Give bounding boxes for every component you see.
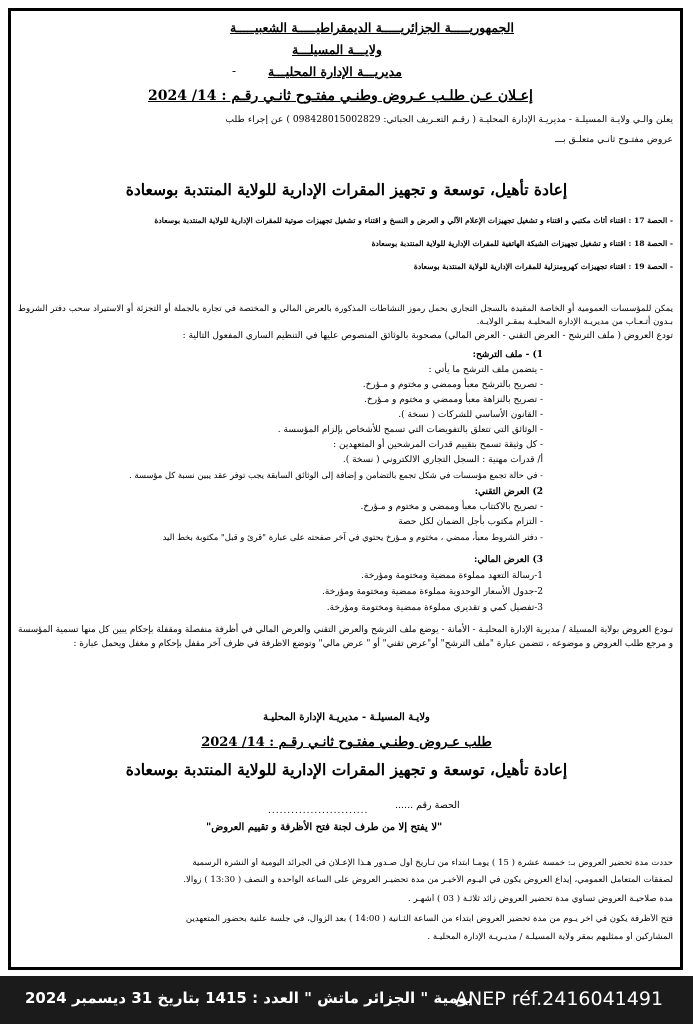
file-item: - تصريح بالاكتتاب معبأ وممضي و مختوم و مـؤرخ. [360, 502, 543, 512]
submission-intro: تودع العروض ( ملف الترشح - العرض التقني - العرض المالي) مصحوبة بالوثائق المنصوص عليها في التنظيم الساري المفعول التالية : [182, 331, 673, 341]
file-item: 3-تفصيل كمي و تقديري مملوءة ممضية ومختومة ومؤرخة. [326, 603, 543, 613]
envelope-lot-dots: .......................... [268, 806, 369, 816]
closing-line: المشاركين أو ممثليهم بمقر ولاية المسيلـة / مديـريـة الإدارة المحليـة . [427, 932, 673, 942]
file-item: - التزام مكتوب بأجل الضمان لكل حصة [398, 517, 543, 527]
publication-footer [0, 976, 693, 1024]
file-item: 1) - ملف الترشح: [472, 350, 543, 360]
lot-17: - الحصة 17 : اقتناء أثاث مكتبي و اقتناء و تشغيل تجهيزات الإعلام الآلي و العرض و النسخ و اقتناء و تشغيل تجهيزات صوتية للمقرات الإدارية للولاية المنتدبة بوسعادة [154, 216, 673, 225]
closing-line: مدة صلاحيـة العروض تساوي مدة تحضير العروض زائد ثلاثـة ( 03 ) أشهـر . [407, 894, 673, 904]
intro-line-1: يعلن والـي ولايـة المسيلـة - مديريـة الإدارة المحليـة ( رقـم التعـريف الجبائي: 098428015002829 ) عن إجراء طلب [225, 114, 673, 125]
file-item: - يتضمن ملف الترشح ما يأتي : [428, 365, 543, 375]
intro-line-2: عروض مفتـوح ثانـي متعلـق بـــ [555, 134, 673, 145]
file-item: أ/ قدرات مهنية : السجل التجاري الالكتروني ( نسخة ). [342, 455, 543, 465]
republic-heading: الجمهوريـــــة الجزائريـــــة الديمقراطيـــــة الشعبيـــــة [230, 20, 514, 35]
envelope-line-2: طلب عـروض وطنـي مفتـوح ثانـي رقـم : 14/ 2024 [201, 735, 492, 750]
closing-line: حددت مدة تحضير العروض بـ: خمسة عشرة ( 15 ) يومـا ابتداء من تـاريخ أول صـدور هـذا الإعـلان في الجرائد اليومية أو النشرة الرسمية [192, 858, 673, 868]
file-item: - كل وثيقة تسمح بتقييم قدرات المرشحين أو المتعهدين : [333, 440, 543, 450]
envelope-title: إعادة تأهيل، توسعة و تجهيز المقرات الإدارية للولاية المنتدبة بوسعادة [125, 760, 568, 779]
eligibility-paragraph: يمكن للمؤسسات العمومية أو الخاصة المقيدة بالسجل التجاري بحمل رموز النشاطات المذكورة بالعرض المالي و المختصة في تجارة بالجملة أو التجزئة أو الاستيراد سحب دفتر الشروط بـدون أتـعـاب من مديريـة الإدارة المحليـة بمقـر الولايـة. [18, 304, 673, 327]
envelope-line-1: ولايـة المسيلـة - مديريـة الإدارة المحليـة [263, 712, 430, 723]
publication-info: يومية " الجزائر ماتش " العدد : 1415 بتاريخ 31 ديسمبر 2024 [25, 989, 473, 1007]
closing-line: فتح الأظرفة يكون في آخر يـوم من مدة تحضير العروض ابتداء من الساعة الثـانية ( 14:00 ) بعد الزوال، في جلسة علنية بحضور المتعهدين [185, 914, 673, 924]
envelope-warning: "لا يفتح إلا من طرف لجنة فتح الأظرفة و تقييم العروض" [206, 822, 443, 833]
file-item: 3) العرض المالي: [474, 555, 543, 565]
header-dash: - [232, 64, 237, 78]
file-item: - الوثائق التي تتعلق بالتفويضات التي تسمح للأشخاص بإلزام المؤسسة . [277, 425, 543, 435]
anep-reference: ANEP réf.2416041491 [455, 988, 664, 1010]
file-item: 2) العرض التقني: [474, 487, 543, 497]
directorate-heading: مديريـــة الإدارة المحليـــة [268, 64, 402, 79]
file-item: - تصريح بالترشح معبأ وممضي و مختوم و مـؤرخ. [362, 380, 543, 390]
lot-19: - الحصة 19 : اقتناء تجهيزات كهرومنزلية للمقرات الإدارية للولاية المنتدبة بوسعادة [413, 262, 673, 271]
project-title: إعادة تأهيل، توسعة و تجهيز المقرات الإدارية للولاية المنتدبة بوسعادة [125, 180, 568, 199]
file-item: - دفتر الشروط معبأ، ممضي ، مختوم و مـؤرخ يحتوي في آخر صفحته على عبارة "قرئ و قبل" مكتوبة بخط اليد [162, 532, 543, 542]
lot-18: - الحصة 18 : اقتناء و تشغيل تجهيزات الشبكة الهاتفية للمقرات الإدارية للولاية المنتدبة بوسعادة [371, 239, 673, 248]
envelope-lot-label: الحصة رقم ...... [395, 800, 460, 811]
closing-line: لصفقات المتعامل العمومي، إيداع العروض يكون في اليـوم الأخيـر من مدة تحضيـر العروض على الساعة الواحدة و النصف ( 13:30 ) زوالا. [183, 875, 673, 885]
file-item: 2-جدول الأسعار الوحدوية مملوءة ممضية ومختومة ومؤرخة. [322, 587, 543, 597]
wilaya-heading: ولايـــة المسيلـــة [292, 42, 382, 57]
notice-title: إعـلان عـن طلـب عـروض وطنـي مفتـوح ثانـي رقـم : 14/ 2024 [148, 88, 533, 104]
deposit-paragraph: تـودع العروض بولاية المسيلة / مديرية الإدارة المحليـة - الأمانة - يوضع ملف الترشح والعرض التقني والعرض المالي في أظرفة منفصلة ومقفلة بإحكام يبين كل منها تسمية المؤسسة و مرجع طلب العروض و موضوعه ، تتضمن عبارة "ملف الترشح" أو"عرض تقني" أو " عرض مالي" وتوضع الاظرفة في ظرف آخر مقفل بإحكام و مغفل ويحمل عبارة : [18, 625, 673, 649]
file-item: - تصريح بالنزاهة معبأ وممضي و مختوم و مـؤرخ. [364, 395, 543, 405]
file-item: - القانون الأساسي للشركات ( نسخة ). [398, 410, 543, 420]
file-item: 1-رسالة التعهد مملوءة ممضية ومختومة ومؤرخة. [361, 571, 543, 581]
file-item: - في حالة تجمع مؤسسات في شكل تجمع بالتضامن و إضافة إلى الوثائق السابقة يجب توفر عقد يبين نسبة كل مؤسسة . [129, 470, 543, 480]
